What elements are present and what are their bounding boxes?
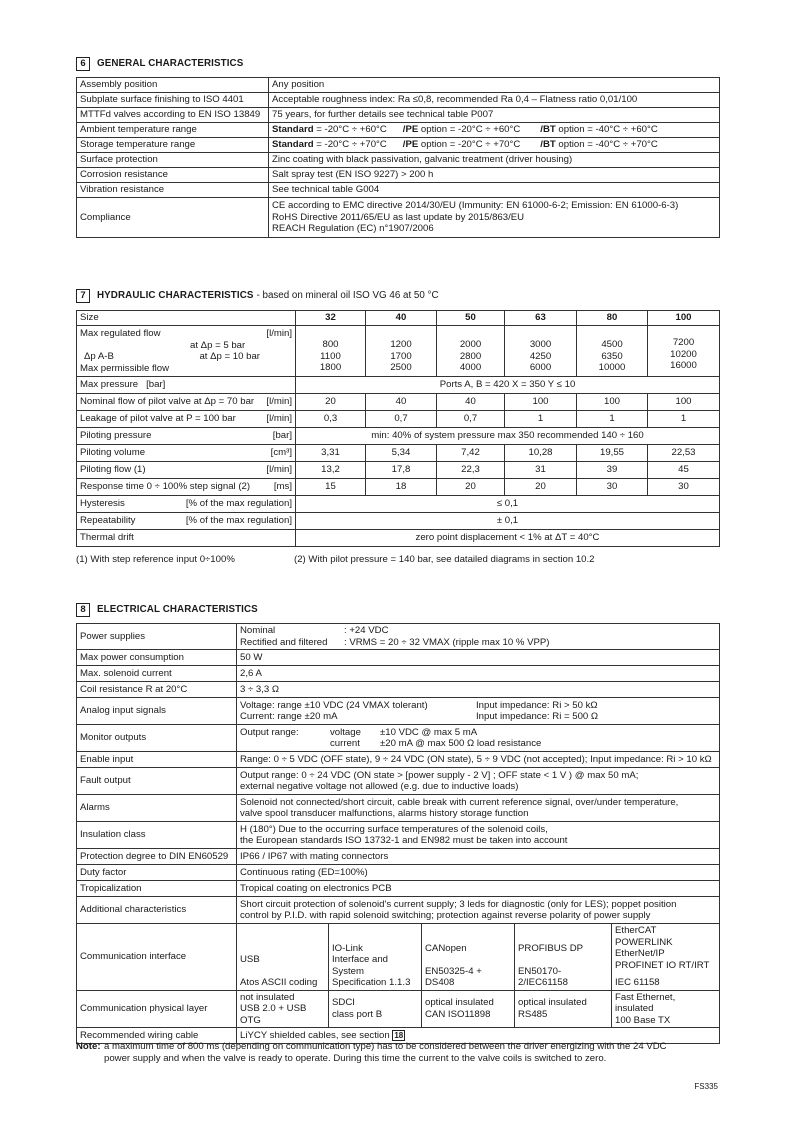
section-title: HYDRAULIC CHARACTERISTICS [97,290,254,302]
table-row [77,198,720,238]
ambient-temp-value: Standard = -20°C ÷ +60°C /PE option = -20°C ÷ +60°C /BT option = -40°C ÷ +60°C [269,123,720,138]
row-value: ± 0,1 [296,513,720,530]
row-label: Piloting pressure [bar] [77,428,296,445]
row-label: Ambient temperature range [77,123,269,138]
row-label: Tropicalization [77,881,237,897]
size-label: Size [77,311,296,326]
row-label: Hysteresis [% of the max regulation] [77,496,296,513]
row-value: 20 [296,394,366,411]
storage-temp-value: Standard = -20°C ÷ +70°C /PE option = -20°C ÷ +70°C /BT option = -40°C ÷ +70°C [269,138,720,153]
table-row [77,513,720,530]
table-row [77,411,720,428]
row-value: Salt spray test (EN ISO 9227) > 200 h [269,168,720,183]
row-value: 1 [577,411,648,428]
row-value: 0,7 [437,411,505,428]
row-label: Corrosion resistance [77,168,269,183]
row-value: 22,3 [437,462,505,479]
table-row [77,496,720,513]
row-value: Continuous rating (ED=100%) [237,865,720,881]
row-label: Coil resistance R at 20°C [77,682,237,698]
table-row [77,462,720,479]
row-value: 3 ÷ 3,3 Ω [237,682,720,698]
size-header-row [77,311,720,326]
footnote-1: (1) With step reference input 0÷100% [76,554,235,565]
row-label: Repeatability [% of the max regulation] [77,513,296,530]
phys-cell: SDCI class port B [329,990,422,1028]
row-value: Range: 0 ÷ 5 VDC (OFF state), 9 ÷ 24 VDC (ON state), 5 ÷ 9 VDC (not accepted); Input impedance: Ri > 10 kΩ [237,752,720,768]
table-row [77,93,720,108]
row-value: Acceptable roughness index: Ra ≤0,8, recommended Ra 0,4 – Flatness ratio 0,01/100 [269,93,720,108]
footnote-2: (2) With pilot pressure = 140 bar, see datailed diagrams in section 10.2 [294,554,595,565]
flow-col: 4500 6350 10000 [577,326,648,377]
row-value: See technical table G004 [269,183,720,198]
row-value: 20 [437,479,505,496]
row-label: Communication interface [77,924,237,991]
row-value: 22,53 [648,445,720,462]
row-label: Compliance [77,198,269,238]
row-label: Nominal flow of pilot valve at Δp = 70 bar [l/min] [77,394,296,411]
table-row [77,78,720,93]
phys-cell: optical insulated RS485 [515,990,612,1028]
flow-label: Max regulated flow [l/min] at Δp = 5 bar Δp A-B at Δp = 10 bar Max permissible flow [77,326,296,377]
table-row [77,153,720,168]
table-row [77,445,720,462]
size-cell: 50 [437,311,505,326]
row-value: 7,42 [437,445,505,462]
row-value: IP66 / IP67 with mating connectors [237,849,720,865]
alarms-value: Solenoid not connected/short circuit, cable break with current reference signal, over/under temperature, valve spool transducer malfunctions, alarms history storage function [237,795,720,822]
table-row [77,428,720,445]
row-label: Alarms [77,795,237,822]
table-row [77,123,720,138]
electrical-note [76,1041,719,1064]
size-cell: 32 [296,311,366,326]
row-value: 2,6 A [237,666,720,682]
table-row [77,682,720,698]
row-label: MTTFd valves according to EN ISO 13849 [77,108,269,123]
flow-col: 3000 4250 6000 [505,326,577,377]
row-value: 13,2 [296,462,366,479]
note-label: Note: [76,1041,101,1052]
row-label: Response time 0 ÷ 100% step signal (2) [ms] [77,479,296,496]
row-value: 39 [577,462,648,479]
row-value: 50 W [237,650,720,666]
comm-canopen: CANopen EN50325-4 + DS408 [422,924,515,991]
row-value: 10,28 [505,445,577,462]
row-value: 100 [577,394,648,411]
row-value: 40 [366,394,437,411]
size-cell: 80 [577,311,648,326]
flow-col: 7200 10200 16000 [648,326,720,377]
row-label: Subplate surface finishing to ISO 4401 [77,93,269,108]
row-value: 30 [577,479,648,496]
phys-cell: Fast Ethernet, insulated 100 Base TX [612,990,720,1028]
row-label: Monitor outputs [77,725,237,752]
row-value: Any position [269,78,720,93]
flow-row [77,326,720,377]
row-label: Thermal drift [77,530,296,547]
comm-physical-row [77,990,720,1028]
table-row [77,768,720,795]
row-value: min: 40% of system pressure max 350 recommended 140 ÷ 160 [296,428,720,445]
electrical-characteristics-table [76,623,720,1044]
note-line: power supply and when the valve is ready to operate. During this time the current to the valve coils is switched to zero. [104,1052,607,1064]
compliance-value: CE according to EMC directive 2014/30/EU (Immunity: EN 61000-6-2; Emission: EN 61000-6-3) RoHS Directive 2011/65/EU as last update by 2015/863/EU REACH Regulation (EC) n°1907/2006 [269,198,720,238]
comm-iolink: IO-Link Interface and System Specification 1.1.3 [329,924,422,991]
table-row [77,752,720,768]
table-row [77,530,720,547]
row-label: Duty factor [77,865,237,881]
row-label: Additional characteristics [77,897,237,924]
table-row [77,865,720,881]
section-number: 6 [76,57,90,71]
comm-ethernet: EtherCAT POWERLINK EtherNet/IP PROFINET IO RT/IRT IEC 61158 [612,924,720,991]
row-label: Leakage of pilot valve at P = 100 bar [l/min] [77,411,296,428]
row-value: Zinc coating with black passivation, galvanic treatment (driver housing) [269,153,720,168]
row-label: Analog input signals [77,698,237,725]
row-value: 19,55 [577,445,648,462]
row-value: 0,7 [366,411,437,428]
section-8-header [76,603,258,617]
comm-interface-row [77,924,720,991]
monitor-value: Output range: voltage ±10 VDC @ max 5 mA current ±20 mA @ max 500 Ω load resistance [237,725,720,752]
row-label: Max. solenoid current [77,666,237,682]
table-row [77,479,720,496]
row-value: 20 [505,479,577,496]
row-label: Protection degree to DIN EN60529 [77,849,237,865]
size-cell: 100 [648,311,720,326]
row-value: 75 years, for further details see technical table P007 [269,108,720,123]
row-label: Fault output [77,768,237,795]
additional-value: Short circuit protection of solenoid's current supply; 3 leds for diagnostic (only for LES); poppet position control by P.I.D. with rapid solenoid switching; protection against reverse polarity of power supply [237,897,720,924]
table-row [77,394,720,411]
insulation-value: H (180°) Due to the occurring surface temperatures of the solenoid coils, the European standards ISO 13732-1 and EN982 must be taken into account [237,822,720,849]
row-label: Piloting volume [cm³] [77,445,296,462]
row-value: 1 [648,411,720,428]
phys-cell: optical insulated CAN ISO11898 [422,990,515,1028]
table-row [77,650,720,666]
row-value: 15 [296,479,366,496]
section-title: GENERAL CHARACTERISTICS [97,58,244,70]
row-value: Ports A, B = 420 X = 350 Y ≤ 10 [296,377,720,394]
table-row [77,795,720,822]
section-subtitle: - based on mineral oil ISO VG 46 at 50 °C [256,290,439,302]
row-value: 17,8 [366,462,437,479]
row-value: 30 [648,479,720,496]
row-value: 100 [648,394,720,411]
section-7-header [76,289,439,303]
size-cell: 40 [366,311,437,326]
row-value: 0,3 [296,411,366,428]
row-label: Max pressure [bar] [77,377,296,394]
row-value: 40 [437,394,505,411]
flow-col: 800 1100 1800 [296,326,366,377]
table-row [77,108,720,123]
table-row [77,822,720,849]
row-value: zero point displacement < 1% at ΔT = 40°C [296,530,720,547]
row-label: Vibration resistance [77,183,269,198]
row-value: 31 [505,462,577,479]
table-row [77,849,720,865]
note-line: a maximum time of 800 ms (depending on communication type) has to be considered between the driver energizing with the 24 VDC [104,1041,667,1052]
row-label: Insulation class [77,822,237,849]
row-label: Power supplies [77,624,237,650]
row-label: Storage temperature range [77,138,269,153]
size-cell: 63 [505,311,577,326]
comm-usb: USB Atos ASCII coding [237,924,329,991]
row-value: ≤ 0,1 [296,496,720,513]
row-label: Piloting flow (1) [l/min] [77,462,296,479]
table-row [77,168,720,183]
table-row [77,698,720,725]
section-number: 7 [76,289,90,303]
row-label: Recommended wiring cable [77,1028,237,1044]
analog-value: Voltage: range ±10 VDC (24 VMAX tolerant) Input impedance: Ri > 50 kΩ Current: range ±20 mA Input impedance: Ri = 500 Ω [237,698,720,725]
row-value: 1 [505,411,577,428]
wiring-value: LiYCY shielded cables, see section 18 [237,1028,720,1044]
hydraulic-characteristics-table [76,310,720,547]
row-value: 100 [505,394,577,411]
power-value: Nominal : +24 VDC Rectified and filtered : VRMS = 20 ÷ 32 VMAX (ripple max 10 % VPP) [237,624,720,650]
row-label: Enable input [77,752,237,768]
table-row [77,377,720,394]
footer-code: FS335 [694,1082,718,1091]
row-label: Communication physical layer [77,990,237,1028]
section-ref-link[interactable]: 18 [394,1030,404,1040]
row-label: Assembly position [77,78,269,93]
comm-profibus: PROFIBUS DP EN50170-2/IEC61158 [515,924,612,991]
section-6-header [76,57,243,71]
row-value: 5,34 [366,445,437,462]
row-value: 18 [366,479,437,496]
general-characteristics-table [76,77,720,238]
section-title: ELECTRICAL CHARACTERISTICS [97,604,258,616]
table-row [77,725,720,752]
table-row [77,897,720,924]
section-number: 8 [76,603,90,617]
table-row [77,183,720,198]
row-value: Tropical coating on electronics PCB [237,881,720,897]
flow-col: 2000 2800 4000 [437,326,505,377]
table-row [77,624,720,650]
table-row [77,881,720,897]
row-value: 3,31 [296,445,366,462]
fault-value: Output range: 0 ÷ 24 VDC (ON state > [power supply - 2 V] ; OFF state < 1 V ) @ max 50 mA; external negative voltage not allowed (e.g. due to inductive loads) [237,768,720,795]
row-value: 45 [648,462,720,479]
row-label: Surface protection [77,153,269,168]
table-row [77,138,720,153]
flow-col: 1200 1700 2500 [366,326,437,377]
phys-cell: not insulated USB 2.0 + USB OTG [237,990,329,1028]
row-label: Max power consumption [77,650,237,666]
table-row [77,666,720,682]
